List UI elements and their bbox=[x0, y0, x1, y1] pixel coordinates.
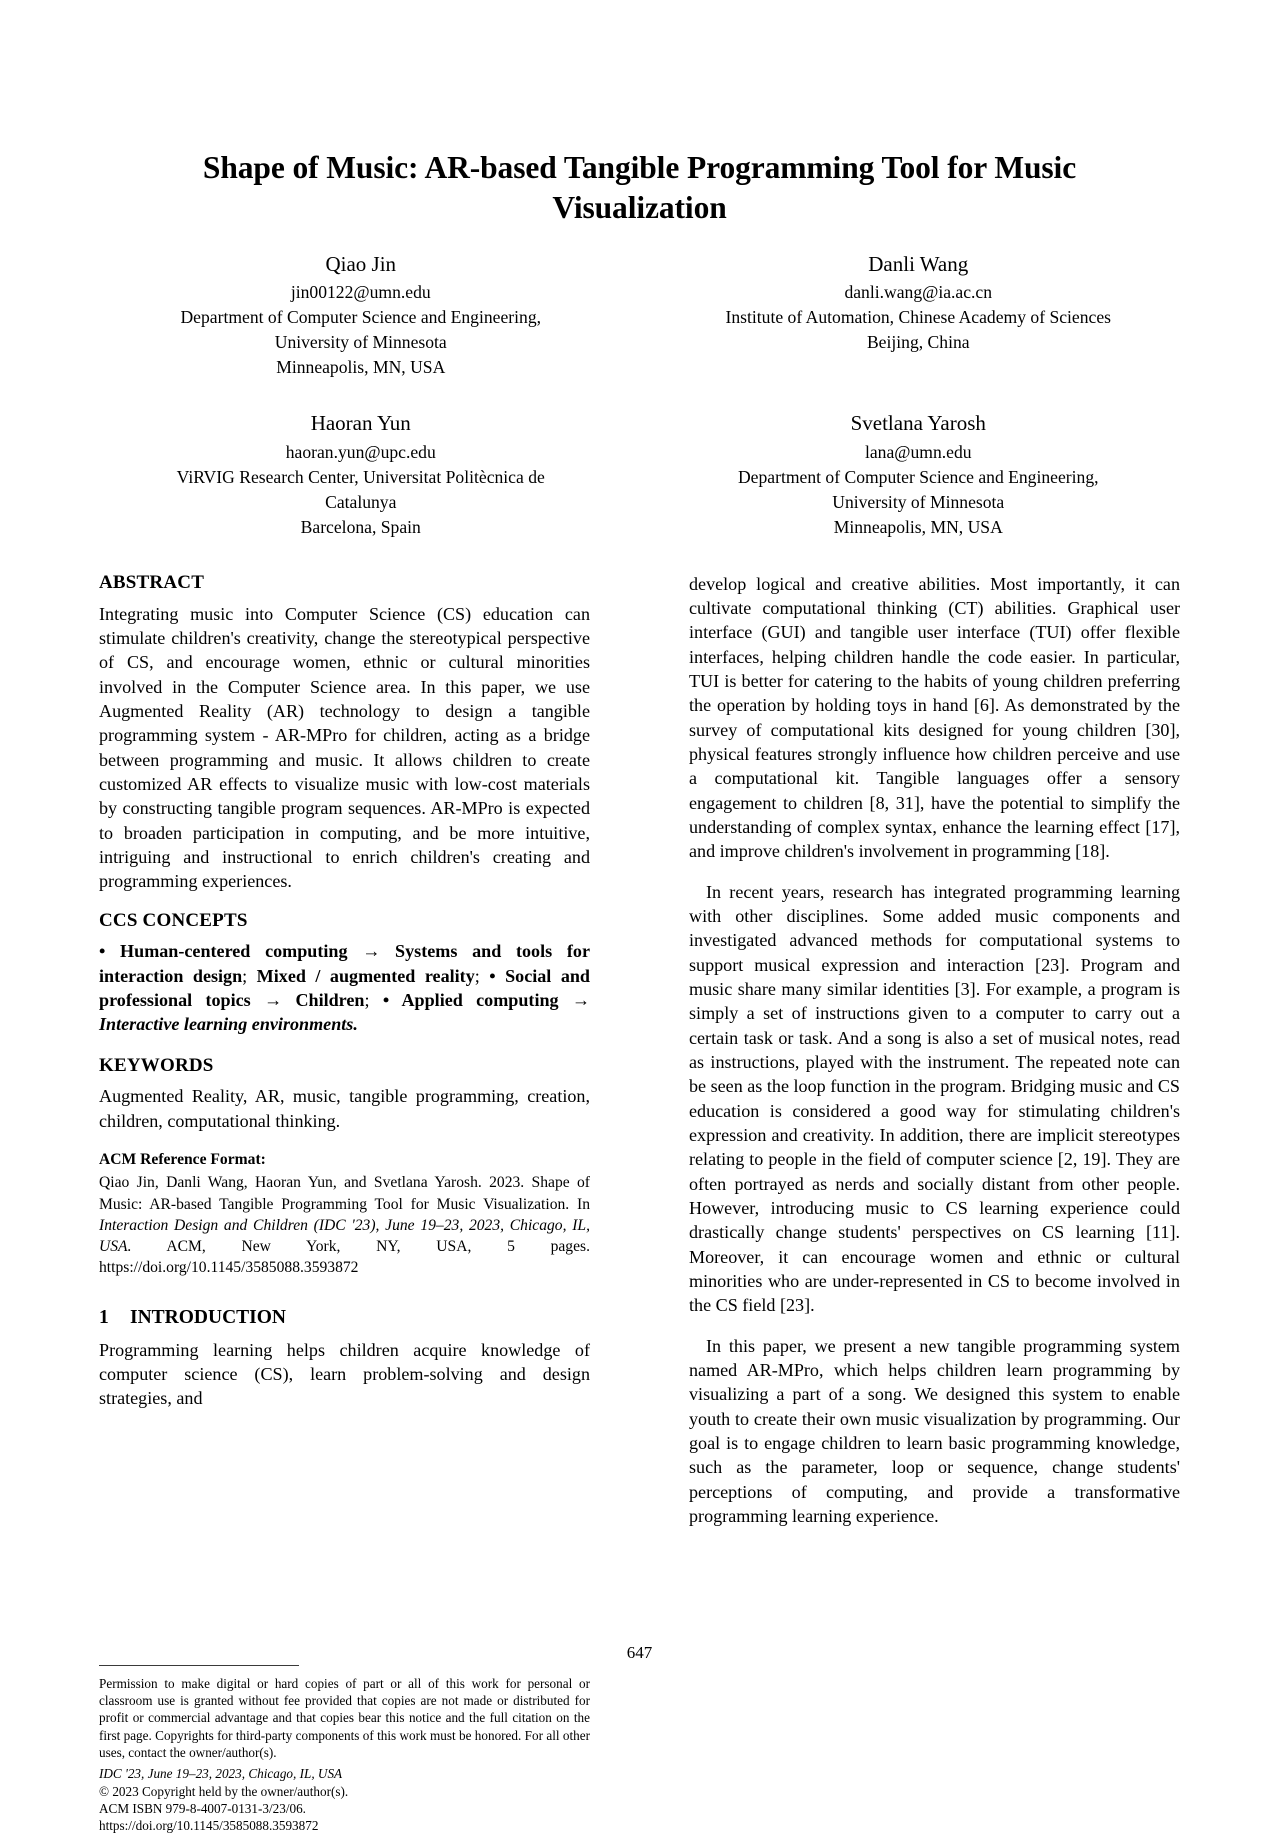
author-location: Beijing, China bbox=[866, 332, 970, 353]
acm-reference-venue: Interaction Design and Children (IDC '23), June 19–23, 2023, Chicago, IL, USA. bbox=[99, 1216, 590, 1255]
ccs-part-3: • Social and professional topics → Children bbox=[99, 965, 590, 1010]
author-email: danli.wang@ia.ac.cn bbox=[844, 282, 993, 303]
ccs-part-4: • Applied computing → bbox=[369, 990, 590, 1010]
author-affiliation-2: University of Minnesota bbox=[832, 491, 1005, 512]
doi-line: https://doi.org/10.1145/3585088.3593872 bbox=[99, 1818, 319, 1834]
acm-reference-text bbox=[99, 1172, 590, 1278]
introduction-paragraph-1-left: Programming learning helps children acquire knowledge of computer science (CS), learn problem-solving and design strategies, and bbox=[99, 1339, 590, 1409]
page-number: 647 bbox=[626, 1643, 653, 1662]
author-block-2 bbox=[657, 251, 1181, 381]
abstract-text: Integrating music into Computer Science (CS) education can stimulate children's creativity, change the stereotypical perspective of CS, and encourage women, ethnic or cultural minorities involved in the Computer Science area. In this paper, we use Augmented Reality (AR) technology to design a tangible programming system - AR-MPro for children, acting as a bridge between programming and music. It allows children to create customized AR effects to visualize music with low-cost materials by constructing tangible program sequences. AR-MPro is expected to broaden participation in computing, and be more intuitive, intriguing and instructional to enrich children's creating and programming experiences. bbox=[99, 603, 590, 892]
left-column bbox=[99, 571, 590, 1834]
ccs-part-2: Mixed / augmented reality bbox=[247, 965, 475, 986]
authors-row-1 bbox=[99, 251, 1180, 391]
author-affiliation-2: Catalunya bbox=[325, 491, 397, 512]
footnote-divider bbox=[99, 1665, 299, 1666]
acm-reference-line-1: Qiao Jin, Danli Wang, Haoran Yun, and Svetlana Yarosh. 2023. Shape of Music: AR-based Tangible Programming Tool for Music Visualization. In bbox=[99, 1174, 590, 1213]
page-title: Shape of Music: AR-based Tangible Programming Tool for Music Visualization bbox=[202, 150, 1077, 226]
introduction-heading bbox=[99, 1306, 590, 1329]
venue-line: IDC '23, June 19–23, 2023, Chicago, IL, USA bbox=[99, 1766, 343, 1782]
right-column bbox=[689, 572, 1180, 1544]
copyright-footnote bbox=[99, 1665, 590, 1834]
acm-reference-line-2: ACM, New York, NY, USA, 5 pages. https://doi.org/10.1145/3585088.3593872 bbox=[99, 1237, 590, 1277]
author-location: Barcelona, Spain bbox=[300, 516, 421, 537]
page-content bbox=[99, 148, 1180, 1834]
keywords-heading: KEYWORDS bbox=[99, 1054, 214, 1076]
author-block-4 bbox=[657, 410, 1181, 540]
author-affiliation: Department of Computer Science and Engineering, bbox=[180, 307, 542, 328]
abstract-heading: ABSTRACT bbox=[99, 571, 205, 593]
author-name: Haoran Yun bbox=[310, 411, 411, 436]
ccs-sep-2: ; bbox=[474, 965, 480, 986]
author-block-1 bbox=[99, 251, 623, 381]
ccs-italic-part: Interactive learning environments. bbox=[99, 1014, 358, 1035]
author-affiliation: Institute of Automation, Chinese Academy of Sciences bbox=[725, 307, 1111, 328]
copyright-line: © 2023 Copyright held by the owner/author(s). bbox=[99, 1783, 349, 1799]
author-location: Minneapolis, MN, USA bbox=[833, 516, 1003, 537]
author-email: lana@umn.edu bbox=[864, 441, 972, 462]
author-name: Danli Wang bbox=[868, 251, 969, 276]
introduction-paragraph-3: In this paper, we present a new tangible programming system named AR-MPro, which helps children learn programming by visualizing a part of a song. We designed this system to enable youth to create their own music visualization by programming. Our goal is to engage children to learn basic programming knowledge, such as the parameter, loop or sequence, change students' perceptions of computing, and provide a transformative programming learning experience. bbox=[689, 1335, 1180, 1526]
author-affiliation-2: University of Minnesota bbox=[274, 332, 447, 353]
ccs-sep-3: ; bbox=[364, 990, 370, 1010]
author-location: Minneapolis, MN, USA bbox=[276, 357, 446, 378]
author-block-3 bbox=[99, 410, 623, 540]
author-email: jin00122@umn.edu bbox=[290, 282, 431, 303]
isbn-line: ACM ISBN 979-8-4007-0131-3/23/06. bbox=[99, 1800, 306, 1816]
author-email: haoran.yun@upc.edu bbox=[285, 441, 436, 462]
ccs-concepts-heading: CCS CONCEPTS bbox=[99, 909, 248, 931]
permission-notice: Permission to make digital or hard copies of part or all of this work for personal or classroom use is granted without fee provided that copies are not made or distributed for profit or commercial advantage and that copies bear this notice and the full citation on the first page. Copyrights for third-party components of this work must be honored. For all other uses, contact the owner/author(s). bbox=[99, 1675, 590, 1760]
keywords-text: Augmented Reality, AR, music, tangible programming, creation, children, computational thinking. bbox=[99, 1086, 590, 1131]
authors-row-2 bbox=[99, 410, 1180, 550]
author-name: Qiao Jin bbox=[325, 251, 397, 276]
author-name: Svetlana Yarosh bbox=[850, 411, 986, 436]
section-number: 1 bbox=[99, 1307, 109, 1329]
ccs-concepts-text bbox=[99, 939, 590, 1036]
ccs-sep-1: ; bbox=[242, 965, 248, 986]
ccs-part-1: • Human-centered computing → Systems and tools for interaction design bbox=[99, 941, 590, 986]
introduction-paragraph-2: In recent years, research has integrated programming learning with other disciplines. Some added music components and investigated advanced methods for computational systems to support musical expression and interaction [23]. Program and music share many similar identities [3]. For example, a program is simply a set of instructions given to a computer to carry out a certain task or task. And a song is also a set of musical notes, read as instructions, played with the instrument. The repeated note can be seen as the loop function in the program. Bridging music and CS education is considered a good way for stimulating children's expression and creativity. In addition, there are implicit stereotypes relating to people in the field of computer science [2, 19]. They are often portrayed as nerds and socially distant from other people. However, introducing music to CS learning experience could drastically change students' perspectives on CS learning [11]. Moreover, it can encourage women and ethnic or cultural minorities who are under-represented in CS to become involved in the CS field [23]. bbox=[689, 881, 1180, 1316]
author-affiliation: ViRVIG Research Center, Universitat Politècnica de bbox=[176, 466, 545, 487]
author-affiliation: Department of Computer Science and Engineering, bbox=[737, 466, 1099, 487]
introduction-paragraph-1-right: develop logical and creative abilities. Most importantly, it can cultivate computational thinking (CT) abilities. Graphical user interface (GUI) and tangible user interface (TUI) offer flexible interfaces, helping children handle the code easier. In particular, TUI is better for catering to the habits of young children preferring the operation by holding toys in hand [6]. As demonstrated by the survey of computational kits designed for young children [30], physical features strongly influence how children perceive and use a computational kit. Tangible languages offer a sensory engagement to children [8, 31], have the potential to simplify the understanding of complex syntax, enhance the learning effect [17], and improve children's involvement in programming [18]. bbox=[689, 573, 1180, 862]
section-title: INTRODUCTION bbox=[130, 1307, 287, 1329]
acm-reference-heading: ACM Reference Format: bbox=[99, 1151, 266, 1169]
